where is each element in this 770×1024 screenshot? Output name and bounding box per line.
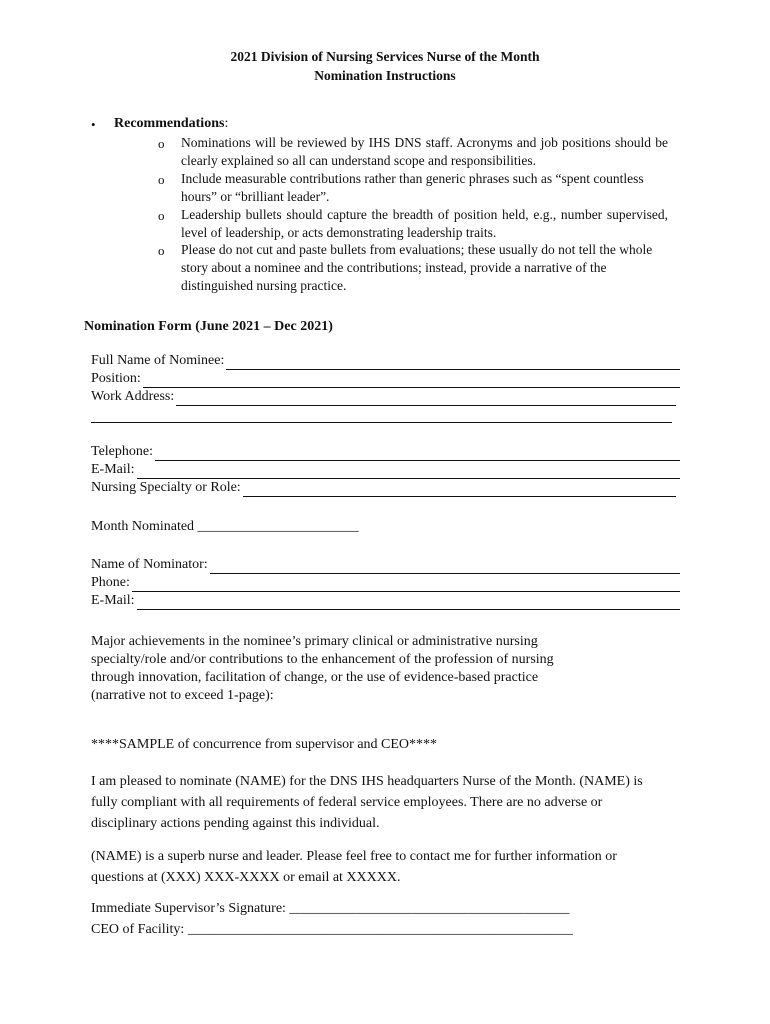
- work-address-line[interactable]: [176, 392, 676, 406]
- nominator-name-label: Name of Nominator:: [91, 557, 208, 572]
- ceo-signature-field[interactable]: CEO of Facility: _______________________________________________________: [91, 922, 573, 937]
- nominator-phone-line[interactable]: [132, 578, 680, 592]
- achievements-instructions: Major achievements in the nominee’s primary clinical or administrative nursing specialty/role and/or contributions to the enhancement of the profession of nursing through innovation, facilitation of change, or the use of evidence-based practice (narrative not to exceed 1-page):: [91, 634, 554, 703]
- sample-paragraph-1: I am pleased to nominate (NAME) for the DNS IHS headquarters Nurse of the Month. (NAME) is fully compliant with all requirements of federal service employees. There are no adverse or disciplinary actions pending against this individual.: [91, 774, 643, 831]
- nominator-email-line[interactable]: [137, 596, 680, 610]
- sub-bullet-icon: o: [158, 243, 165, 258]
- email-label: E-Mail:: [91, 462, 135, 477]
- bullet-icon: •: [91, 117, 96, 132]
- sub-bullet-icon: o: [158, 172, 165, 187]
- position-line[interactable]: [143, 374, 680, 388]
- page-title: 2021 Division of Nursing Services Nurse of the Month: [230, 49, 540, 64]
- nominator-phone-field[interactable]: [91, 574, 680, 592]
- page-subtitle: Nomination Instructions: [314, 68, 456, 83]
- nominator-phone-label: Phone:: [91, 575, 130, 590]
- nominator-name-field[interactable]: [91, 556, 680, 574]
- nominator-name-line[interactable]: [210, 560, 680, 574]
- sample-heading: ****SAMPLE of concurrence from supervisor and CEO****: [91, 737, 438, 752]
- email-line[interactable]: [137, 465, 680, 479]
- telephone-line[interactable]: [155, 447, 680, 461]
- telephone-label: Telephone:: [91, 444, 153, 459]
- supervisor-signature-field[interactable]: Immediate Supervisor’s Signature: ________________________________________: [91, 901, 570, 916]
- recommendation-item: Please do not cut and paste bullets from evaluations; these usually do not tell the whole story about a nominee and the contributions; instead, provide a narrative of the distinguished nursing practice.: [181, 242, 653, 293]
- telephone-field[interactable]: [91, 443, 680, 461]
- specialty-line[interactable]: [243, 483, 676, 497]
- email-field[interactable]: [91, 461, 680, 479]
- nominator-email-label: E-Mail:: [91, 593, 135, 608]
- nominee-name-label: Full Name of Nominee:: [91, 353, 225, 368]
- position-label: Position:: [91, 371, 141, 386]
- work-address-line-2[interactable]: [91, 422, 672, 423]
- specialty-label: Nursing Specialty or Role:: [91, 480, 241, 495]
- specialty-field[interactable]: [91, 479, 676, 497]
- recommendation-item: Nominations will be reviewed by IHS DNS staff. Acronyms and job positions should be clearly explained so all can understand scope and responsibilities.: [181, 135, 668, 168]
- sub-bullet-icon: o: [158, 136, 165, 151]
- recommendation-item: Leadership bullets should capture the breadth of position held, e.g., number supervised, level of leadership, or acts demonstrating leadership traits.: [181, 207, 668, 240]
- recommendations-heading: Recommendations:: [114, 116, 229, 131]
- sample-paragraph-2: (NAME) is a superb nurse and leader. Please feel free to contact me for further information or questions at (XXX) XXX-XXXX or email at XXXXX.: [91, 849, 617, 885]
- position-field[interactable]: [91, 370, 680, 388]
- nominator-email-field[interactable]: [91, 592, 680, 610]
- nominee-name-line[interactable]: [226, 356, 680, 370]
- work-address-field[interactable]: [91, 388, 676, 406]
- recommendation-item: Include measurable contributions rather than generic phrases such as “spent countless hours” or “brilliant leader”.: [181, 171, 644, 204]
- month-nominated-field[interactable]: Month Nominated _______________________: [91, 519, 359, 534]
- sub-bullet-icon: o: [158, 208, 165, 223]
- nominee-name-field[interactable]: [91, 352, 680, 370]
- work-address-label: Work Address:: [91, 389, 175, 404]
- form-heading: Nomination Form (June 2021 – Dec 2021): [84, 319, 333, 334]
